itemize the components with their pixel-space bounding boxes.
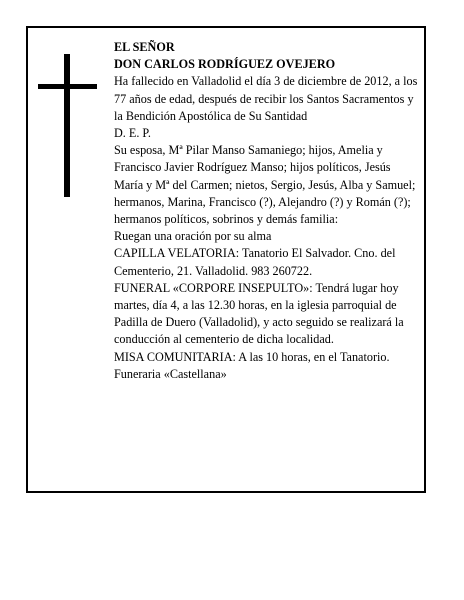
passing-notice: Ha fallecido en Valladolid el día 3 de diciembre de 2012, a los 77 años de edad, después de recibir los Santos Sacramentos y la Bendición Apostólica de Su Santidad xyxy=(114,74,418,123)
cross-icon-crossbar xyxy=(38,84,97,89)
family-list: Su esposa, Mª Pilar Manso Samaniego; hijos, Amelia y Francisco Javier Rodríguez Manso; hijos políticos, Jesús María y Mª del Carmen; nietos, Sergio, Jesús, Alba y Samuel; hermanos, Marina, Francisco (?), Alejandro (?) y Román (?); hermanos políticos, sobrinos y demás familia: xyxy=(114,143,416,227)
deceased-name: DON CARLOS RODRÍGUEZ OVEJERO xyxy=(114,57,336,72)
funeral-info: FUNERAL «CORPORE INSEPULTO»: Tendrá lugar hoy martes, día 4, a las 12.30 horas, en la iglesia parroquial de Padilla de Duero (Valladolid), y acto seguido se realizará la conducción al cementerio de dicha localidad. xyxy=(114,280,404,347)
mass-info: MISA COMUNITARIA: A las 10 horas, en el Tanatorio. xyxy=(114,349,390,364)
cross-icon xyxy=(64,54,70,197)
prayer-request: Ruegan una oración por su alma xyxy=(114,229,272,244)
chapel-info: CAPILLA VELATORIA: Tanatorio El Salvador. Cno. del Cementerio, 21. Valladolid. 983 260722. xyxy=(114,246,396,278)
rip-line: D. E. P. xyxy=(114,126,151,141)
heading-title: EL SEÑOR xyxy=(114,40,175,54)
obituary-text xyxy=(114,39,420,383)
funeral-home: Funeraria «Castellana» xyxy=(114,366,227,381)
